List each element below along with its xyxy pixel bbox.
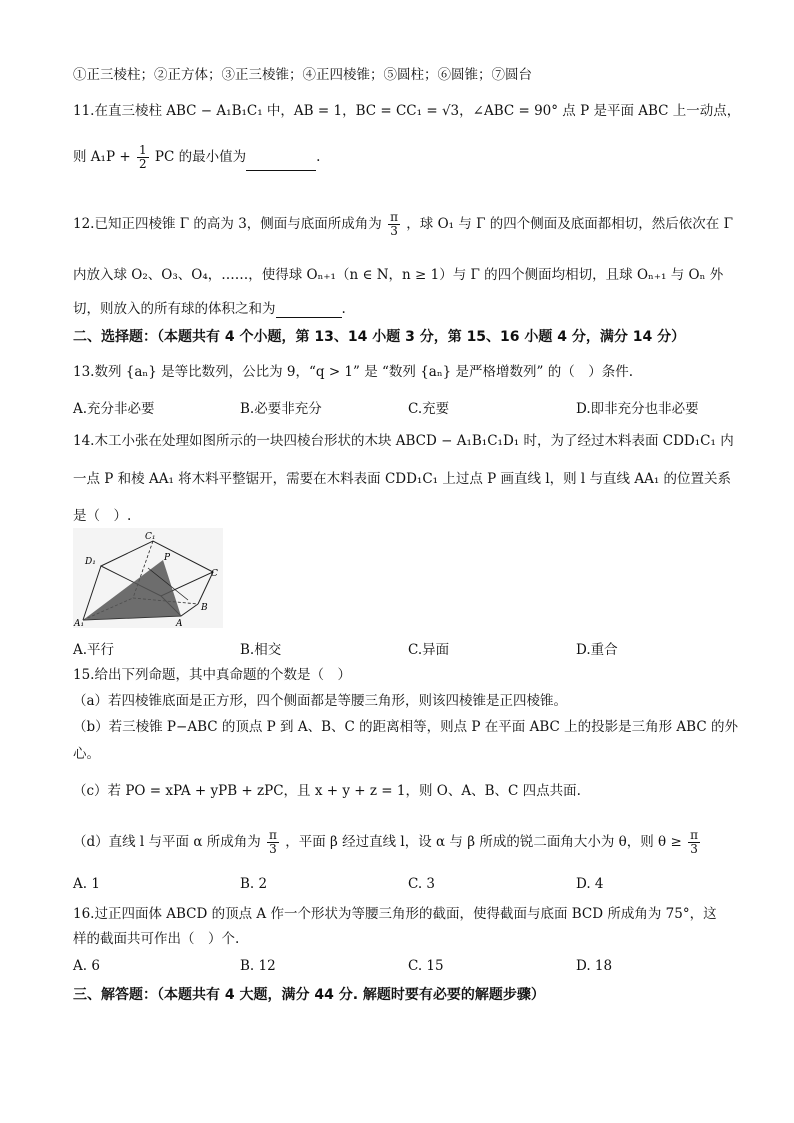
frustum-figure <box>73 528 223 628</box>
q15-option-b: B. 2 <box>240 876 268 892</box>
q15-a: （a）若四棱锥底面是正方形，四个侧面都是等腰三角形，则该四棱锥是正四棱锥。 <box>73 693 568 709</box>
label-d1: D₁ <box>85 557 96 567</box>
q15-b-line2: 心。 <box>73 746 100 762</box>
q11-line1: 11.在直三棱柱 ABC − A₁B₁C₁ 中，AB = 1，BC = CC₁ = √3，∠ABC = 90° 点 P 是平面 ABC 上一动点， <box>73 103 741 119</box>
label-a: A <box>176 619 183 628</box>
q13-option-c: C.充要 <box>408 401 450 417</box>
fraction-pi-3-d2: $\frac{\pi}{3}$ <box>690 828 698 856</box>
q14-line3: 是（ ）. <box>73 508 132 524</box>
label-b: B <box>201 603 208 613</box>
q15-option-d: D. 4 <box>576 876 604 892</box>
q16-option-d: D. 18 <box>576 958 613 974</box>
q16-option-b: B. 12 <box>240 958 276 974</box>
q12-line3: 切，则放入的所有球的体积之和为 . <box>73 301 346 317</box>
q15-option-c: C. 3 <box>408 876 436 892</box>
label-c1: C₁ <box>145 532 156 542</box>
q13-option-b: B.必要非充分 <box>240 401 322 417</box>
q15-option-a: A. 1 <box>73 876 100 892</box>
intro-list: ①正三棱柱；②正方体；③正三棱锥；④正四棱锥；⑤圆柱；⑥圆锥；⑦圆台 <box>73 67 532 83</box>
q15-d: （d）直线 l 与平面 α 所成角为 $\frac{\pi}{3}$ ，平面 β 经过直线 l，设 α 与 β 所成的锐二面角大小为 θ，则 θ ≥ $\frac{\pi}{3}$ <box>73 828 698 856</box>
answer-blank-11 <box>246 156 316 171</box>
label-c: C <box>211 569 218 579</box>
q11-line2: 则 A₁P + $\frac{1}{2}$ PC 的最小值为 . <box>73 143 321 171</box>
fraction-half: $\frac{1}{2}$ <box>138 143 147 171</box>
q12-line2: 内放入球 O₂、O₃、O₄，……，使得球 Oₙ₊₁（n ∈ N，n ≥ 1）与 Γ 的四个侧面均相切，且球 Oₙ₊₁ 与 Oₙ 外 <box>73 267 724 283</box>
label-a1: A₁ <box>74 619 85 628</box>
fraction-pi-3: $\frac{\pi}{3}$ <box>390 210 398 238</box>
q14-option-d: D.重合 <box>576 642 618 658</box>
q14-option-c: C.异面 <box>408 642 450 658</box>
q14-line2: 一点 P 和棱 AA₁ 将木料平整锯开，需要在木料表面 CDD₁C₁ 上过点 P 画直线 l，则 l 与直线 AA₁ 的位置关系 <box>73 471 732 487</box>
q16-option-c: C. 15 <box>408 958 444 974</box>
q14-line1: 14.木工小张在处理如图所示的一块四棱台形状的木块 ABCD − A₁B₁C₁D₁ 时，为了经过木料表面 CDD₁C₁ 内 <box>73 433 734 449</box>
q14-option-a: A.平行 <box>73 642 115 658</box>
label-p: P <box>164 553 171 563</box>
q13-option-a: A.充分非必要 <box>73 401 155 417</box>
q16-line2: 样的截面共可作出（ ）个. <box>73 931 240 947</box>
q13-option-d: D.即非充分也非必要 <box>576 401 699 417</box>
q13-stem: 13.数列 {aₙ} 是等比数列，公比为 9，“q > 1” 是 “数列 {aₙ} 是严格增数列” 的（ ）条件. <box>73 364 634 380</box>
q16-line1: 16.过正四面体 ABCD 的顶点 A 作一个形状为等腰三角形的截面，使得截面与底面 BCD 所成角为 75°，这 <box>73 906 717 922</box>
q16-option-a: A. 6 <box>73 958 100 974</box>
answer-blank-12 <box>276 303 342 318</box>
section-2-heading: 二、选择题：（本题共有 4 个小题，第 13、14 小题 3 分，第 15、16 小题 4 分，满分 14 分） <box>73 329 686 345</box>
section-3-heading: 三、解答题：（本题共有 4 大题，满分 44 分. 解题时要有必要的解题步骤） <box>73 987 545 1003</box>
q14-option-b: B.相交 <box>240 642 282 658</box>
q15-stem: 15.给出下列命题，其中真命题的个数是（ ） <box>73 667 351 683</box>
q15-c: （c）若 PO = xPA + yPB + zPC，且 x + y + z = 1，则 O、A、B、C 四点共面. <box>73 783 581 799</box>
q15-b-line1: （b）若三棱锥 P−ABC 的顶点 P 到 A、B、C 的距离相等，则点 P 在平面 ABC 上的投影是三角形 ABC 的外 <box>73 719 738 735</box>
q12-line1: 12.已知正四棱锥 Γ 的高为 3，侧面与底面所成角为 $\frac{\pi}{3}$ ，球 O₁ 与 Γ 的四个侧面及底面都相切，然后依次在 Γ <box>73 210 733 238</box>
fraction-pi-3-d1: $\frac{\pi}{3}$ <box>269 828 277 856</box>
